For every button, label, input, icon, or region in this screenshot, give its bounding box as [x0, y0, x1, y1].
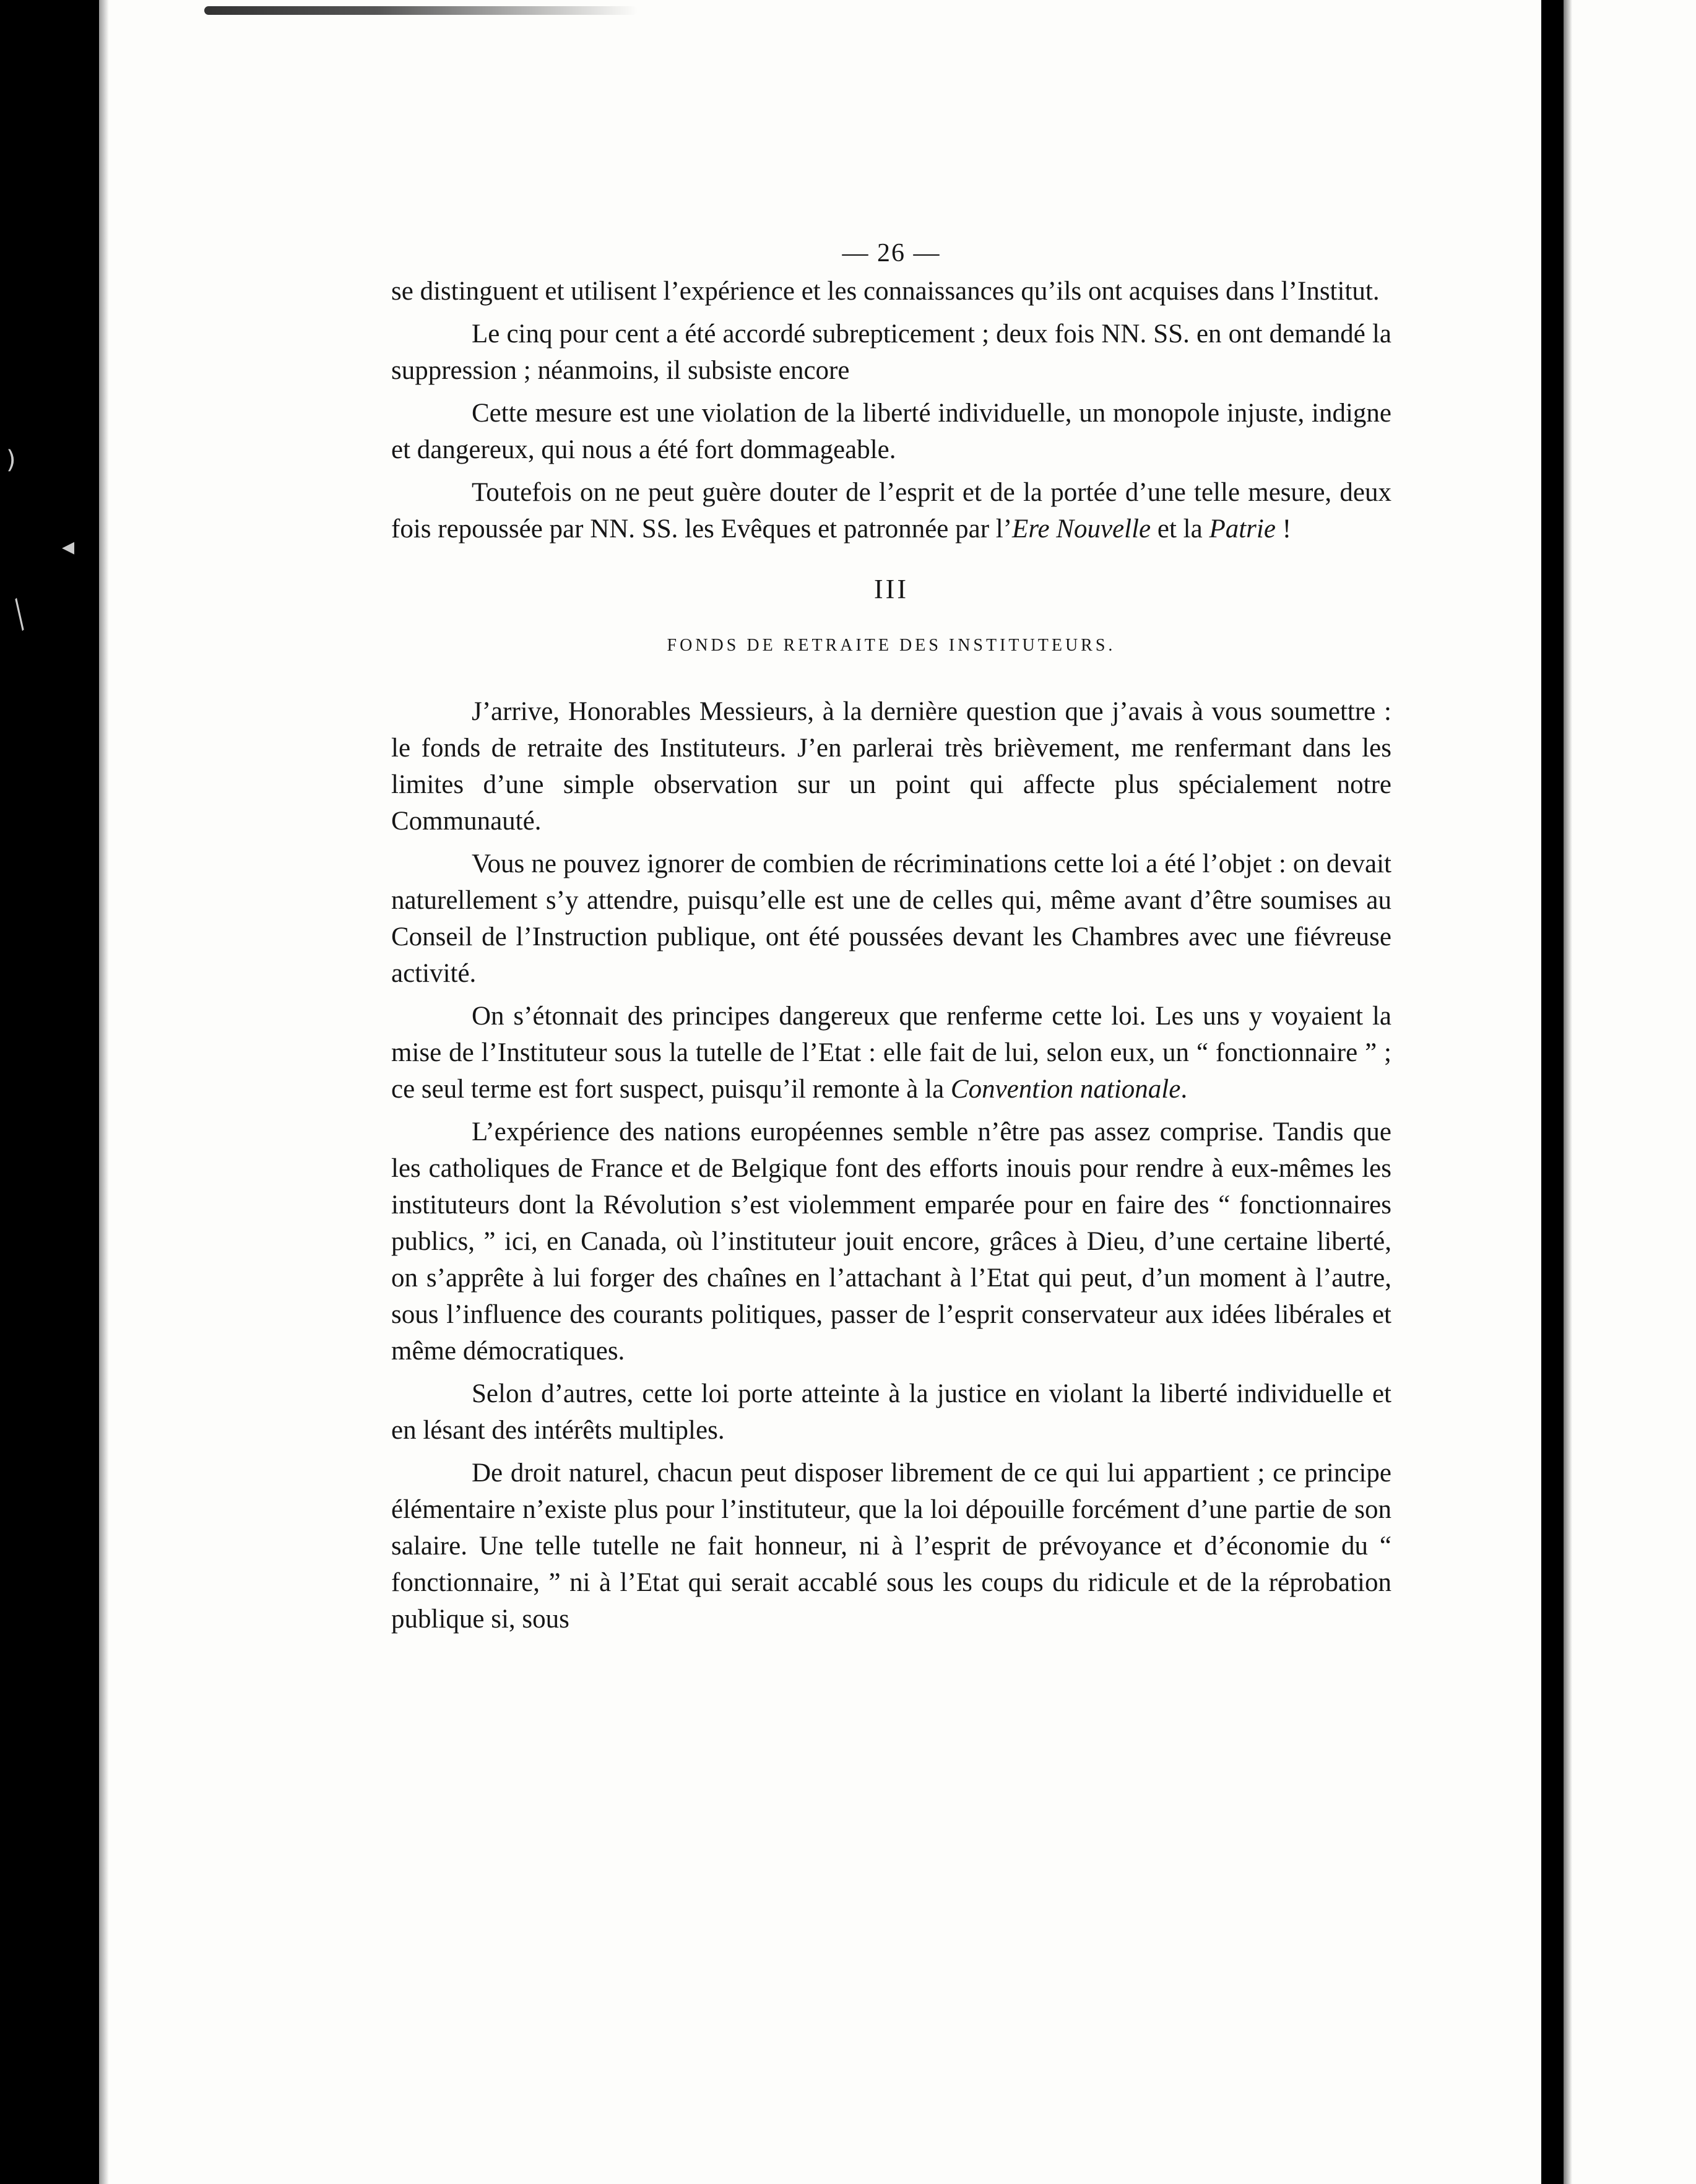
page-gap: [1541, 0, 1564, 2184]
scan-artifact-mark: ): [6, 446, 16, 474]
scan-artifact-stroke: ╱: [5, 599, 35, 631]
convention-nationale-title: Convention nationale: [950, 1075, 1181, 1104]
period-text: .: [1180, 1075, 1188, 1104]
paragraph-vous-ne-pouvez: Vous ne pouvez ignorer de combien de récriminations cette loi a été l’objet : on devait naturellement s’y attendre, puisqu’elle est une de celles qui, même avant d’être soumises au Conseil de l’Instruction publique, ont été poussées devant les Chambres avec une fiévreuse activité.: [391, 849, 1391, 988]
scan-artifact-arrow: ◂: [62, 532, 75, 561]
paragraph-on-text: On s’étonnait des principes dangereux que renferme cette loi. Les uns y voyaient la mise de l’Instituteur sous la tutelle de l’Etat : elle fait de lui, selon eux, un “ fonctionnaire ” ; ce seul terme est fort suspect, puisqu’il remonte à la: [391, 1002, 1391, 1104]
adjacent-page-edge: [1564, 0, 1696, 2184]
ere-nouvelle-title: Ere Nouvelle: [1012, 514, 1151, 544]
opening-paragraph: se distinguent et utilisent l’expérience et les connaissances qu’ils ont acquises dans l’Institut.: [391, 277, 1380, 306]
paragraph-droit-naturel: De droit naturel, chacun peut disposer librement de ce qui lui appartient ; ce principe élémentaire n’existe plus pour l’instituteur, que la loi dépouille forcément d’une partie de son salaire. Une telle tutelle ne fait honneur, ni à l’esprit de prévoyance et d’économie du “ fonctionnaire, ” ni à l’Etat qui serait accablé sous les coups du ridicule et de la réprobation publique si, sous: [391, 1458, 1391, 1634]
patrie-title: Patrie: [1209, 514, 1276, 544]
paragraph-toutefois: [391, 474, 1391, 547]
page-number: — 26 —: [842, 239, 941, 267]
section-title: FONDS DE RETRAITE DES INSTITUTEURS.: [667, 636, 1116, 655]
paragraph-selon-d-autres: Selon d’autres, cette loi porte atteinte à la justice en violant la liberté individuelle et en lésant des intérêts multiples.: [391, 1379, 1391, 1445]
section-number: III: [874, 574, 909, 604]
paragraph-mesure: Cette mesure est une violation de la liberté individuelle, un monopole injuste, indigne et dangereux, qui nous a été fort dommageable.: [391, 399, 1391, 464]
adjacent-page-shadow: [1564, 0, 1572, 2184]
scan-smudge: [204, 6, 638, 15]
page-content: [391, 235, 1391, 1644]
paragraph-toutefois-text: Toutefois on ne peut guère douter de l’esprit et de la portée d’une telle mesure, deux fois repoussée par NN. SS. les Evêques et patronnée par l’: [391, 478, 1391, 544]
conjunction-text: et la: [1151, 514, 1209, 544]
paragraph-on-s-etonnait: [391, 998, 1391, 1107]
paragraph-experience: L’expérience des nations européennes semble n’être pas assez comprise. Tandis que les catholiques de France et de Belgique font des efforts inouis pour rendre à eux-mêmes les instituteurs dont la Révolution s’est violemment emparée pour en faire des “ fonctionnaires publics, ” ici, en Canada, où l’instituteur jouit encore, grâces à Dieu, d’une certaine liberté, on s’apprête à lui forger des chaînes en l’attachant à l’Etat qui peut, d’un moment à l’autre, sous l’influence des courants politiques, passer de l’esprit conservateur aux idées libérales et même démocratiques.: [391, 1117, 1391, 1366]
exclamation-text: !: [1275, 514, 1292, 544]
paragraph-arrive: J’arrive, Honorables Messieurs, à la dernière question que j’avais à vous soumettre : le fonds de retraite des Instituteurs. J’en parlerai très brièvement, me renfermant dans les limites d’une simple observation sur un point qui affecte plus spécialement notre Communauté.: [391, 697, 1391, 836]
page-binding-shadow: [99, 0, 109, 2184]
scan-background-left: [0, 0, 99, 2184]
paragraph-cinq-pour-cent: Le cinq pour cent a été accordé subrepticement ; deux fois NN. SS. en ont demandé la suppression ; néanmoins, il subsiste encore: [391, 319, 1391, 385]
